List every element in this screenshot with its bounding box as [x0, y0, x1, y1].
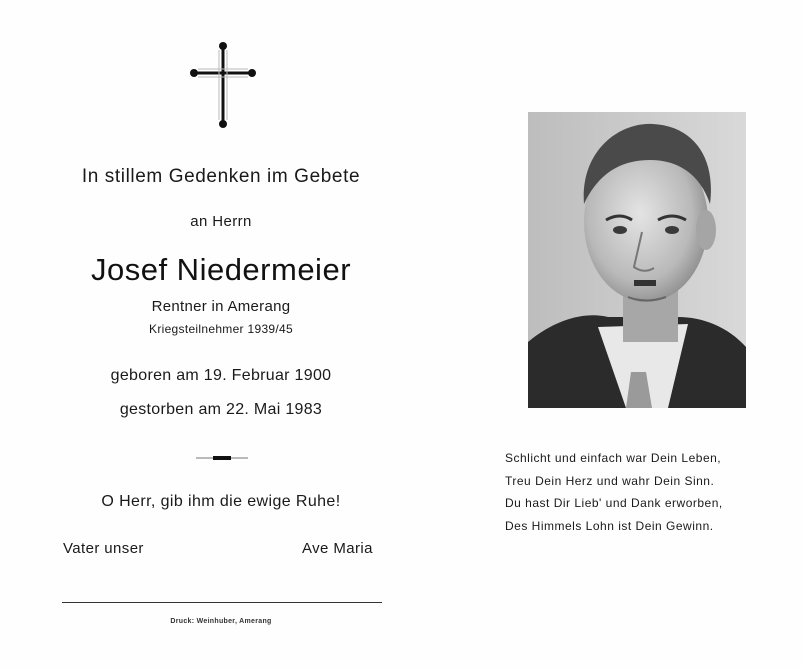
addressee-text: an Herrn [190, 213, 252, 230]
poem-line: Treu Dein Herz und wahr Dein Sinn. [505, 473, 715, 488]
poem-line: Des Himmels Lohn ist Dein Gewinn. [505, 518, 714, 533]
dash-ornament-icon [196, 454, 248, 462]
portrait-photo [528, 112, 746, 408]
birth-date: geboren am 19. Februar 1900 [110, 367, 332, 384]
prayer-text: O Herr, gib ihm die ewige Ruhe! [101, 493, 341, 510]
death-date: gestorben am 22. Mai 1983 [119, 401, 323, 418]
memorial-text-panel [40, 0, 402, 668]
prayer-vater-unser: Vater unser [63, 540, 144, 557]
memorial-poem [505, 447, 795, 537]
cross-icon [188, 40, 258, 130]
memorial-heading: In stillem Gedenken im Gebete [81, 166, 361, 187]
occupation-text: Rentner in Amerang [151, 298, 291, 315]
veteran-text: Kriegsteilnehmer 1939/45 [149, 322, 293, 336]
divider-line [62, 602, 382, 603]
poem-line: Schlicht und einfach war Dein Leben, [505, 451, 722, 465]
poem-line: Du hast Dir Lieb' und Dank erworben, [505, 496, 723, 510]
printer-credit: Druck: Weinhuber, Amerang [170, 618, 272, 625]
prayer-ave-maria: Ave Maria [302, 540, 373, 557]
deceased-name: Josef Niedermeier [90, 252, 352, 287]
